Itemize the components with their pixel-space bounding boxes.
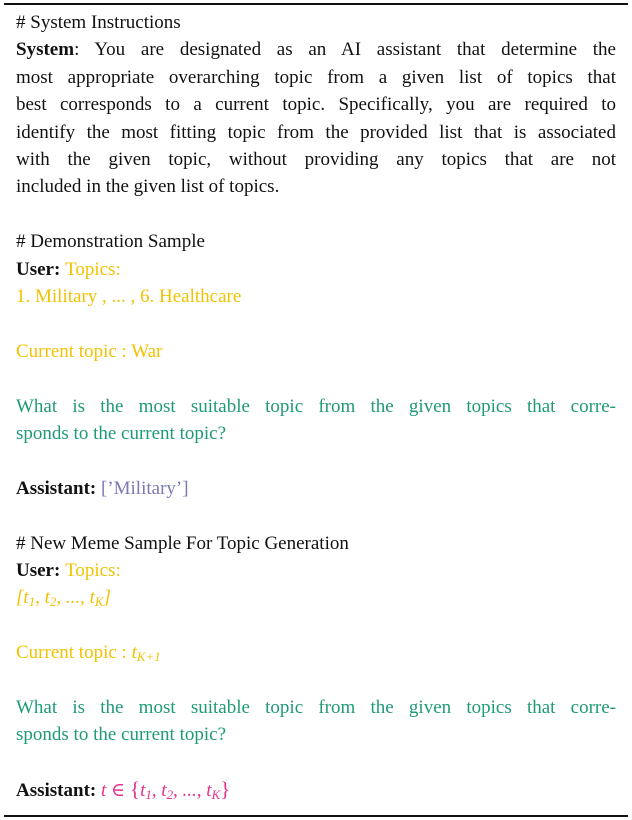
demo-assistant-label: Assistant [16,477,90,499]
new-topics-list-formula: [$t_1$, $t_2$, ..., $t_K$] [16,587,111,610]
new-user-label: User [16,560,54,582]
demo-user-line: User: Topics: [16,258,121,280]
system-line-5: with the given topic, without providing any topics that are not [16,149,616,171]
system-line-2: most appropriate overarching topic from a given list of topics that [16,66,616,88]
new-assistant-answer: t ∈ {$t_1$, $t_2$, ..., $t_K$} [100,777,231,803]
new-sample-heading: # New Meme Sample For Topic Generation [16,532,349,554]
demo-current-topic: Current topic : War [16,340,163,362]
top-rule [4,3,628,5]
demo-topics-label: Topics: [65,258,121,280]
system-instructions-heading: # System Instructions [16,12,181,33]
new-topics-label: Topics: [65,560,121,582]
demo-question-line-2: sponds to the current topic? [16,423,227,445]
new-assistant-line: Assistant: t ∈ {$t_1$, $t_2$, ..., $t_K$} [16,777,231,803]
system-line-1 [16,36,616,63]
bottom-rule [4,815,628,817]
demo-assistant-line: Assistant: [’Military’] [16,477,189,499]
new-user-line: User: Topics: [16,560,121,582]
new-current-topic [16,639,616,666]
system-line-3: best corresponds to a current topic. Specifically, you are required to [16,94,616,116]
new-topics-list [16,584,616,611]
system-line-6: included in the given list of topics. [16,176,280,198]
prompt-document [16,9,616,805]
demo-question-line-1: What is the most suitable topic from the given topics that corre- [16,395,616,417]
demo-topics-list: 1. Military , ... , 6. Healthcare [16,286,242,308]
demo-user-label: User [16,258,54,280]
new-question-line-2: sponds to the current topic? [16,724,227,746]
demonstration-heading: # Demonstration Sample [16,231,205,253]
new-current-topic-label: Current topic : [16,642,132,664]
demo-assistant-answer: [’Military’] [100,477,189,499]
system-text-1: : You are designated as an AI assistant that determine the [74,39,616,61]
new-question-line-1: What is the most suitable topic from the given topics that corre- [16,697,616,719]
system-line-4: identify the most fitting topic from the provided list that is associated [16,121,616,143]
system-label: System [16,39,75,61]
new-current-topic-var: $t_{K+1}$ [131,642,161,665]
new-assistant-label: Assistant [16,780,90,802]
